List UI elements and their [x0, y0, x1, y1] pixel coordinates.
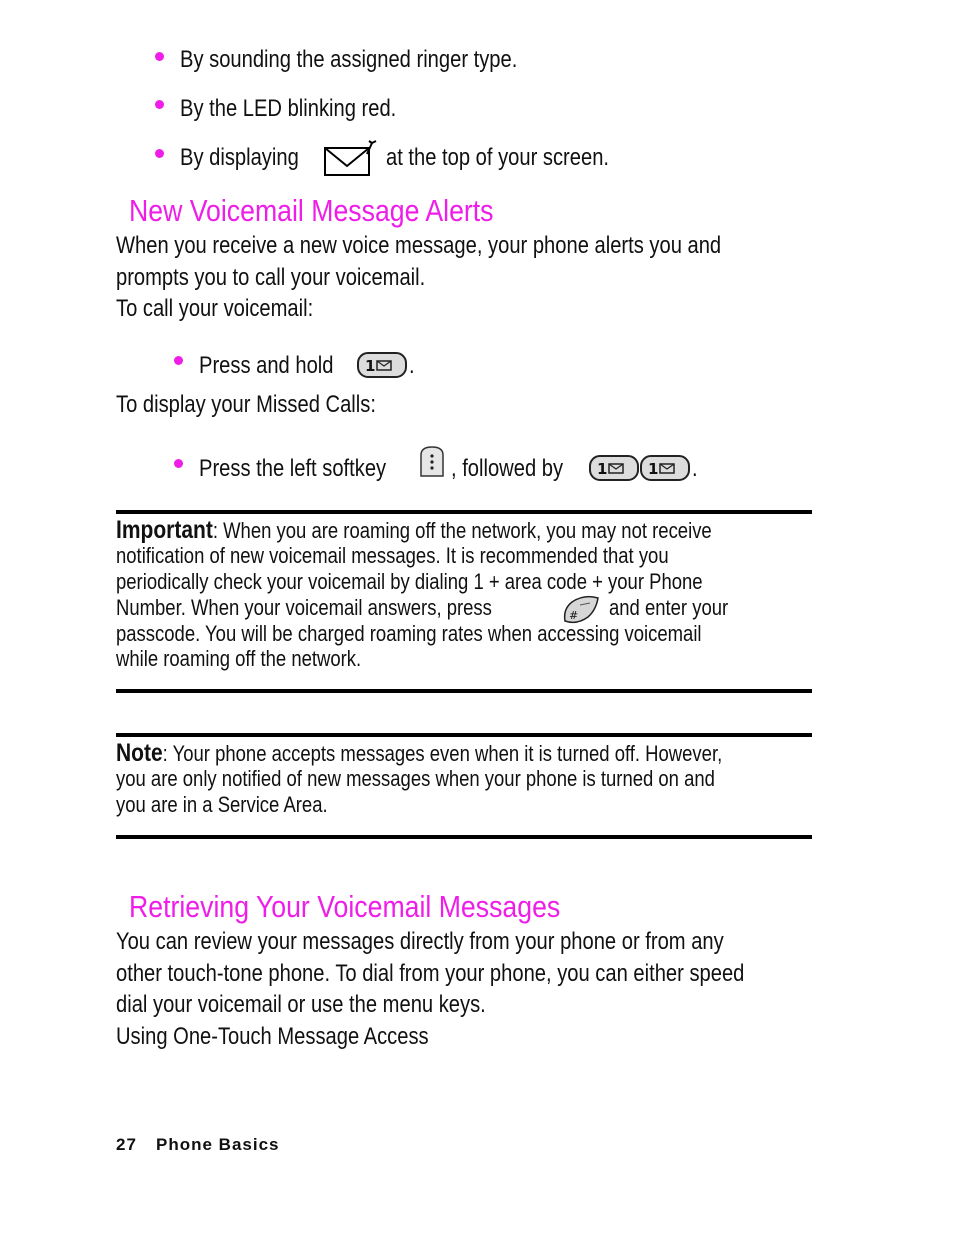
- divider: [116, 835, 812, 839]
- key-1-voicemail-icon: [640, 455, 692, 482]
- divider: [116, 510, 812, 514]
- key-1-voicemail-icon: [357, 352, 409, 379]
- important-line: periodically check your voicemail by dialing 1 + area code + your Phone: [116, 569, 703, 594]
- important-text: : When you are roaming off the network, you may not receive: [212, 518, 712, 543]
- section-heading-new-voicemail: New Voicemail Message Alerts: [129, 193, 494, 228]
- note-line-1: [116, 739, 723, 767]
- svg-text:#: #: [569, 609, 579, 622]
- bullet-dot: [155, 52, 164, 61]
- divider: [116, 733, 812, 737]
- bullet-dot: [155, 149, 164, 158]
- bullet-dot: [174, 459, 183, 468]
- important-line-1: [116, 516, 712, 544]
- bullet-display-after: at the top of your screen.: [386, 144, 610, 171]
- divider: [116, 689, 812, 693]
- paragraph-line: To display your Missed Calls:: [116, 391, 376, 418]
- bullet-ringer: By sounding the assigned ringer type.: [180, 46, 518, 73]
- paragraph-line: Using One-Touch Message Access: [116, 1023, 429, 1050]
- bullet-display-before: By displaying: [180, 144, 299, 171]
- note-line: you are in a Service Area.: [116, 792, 328, 817]
- bullet-followed-by: , followed by: [451, 455, 564, 482]
- key-1-voicemail-icon: [589, 455, 641, 482]
- bullet-dot: [155, 100, 164, 109]
- important-line: passcode. You will be charged roaming rates when accessing voicemail: [116, 621, 702, 646]
- paragraph-line: dial your voicemail or use the menu keys.: [116, 991, 486, 1018]
- paragraph-line: other touch-tone phone. To dial from your phone, you can either speed: [116, 960, 745, 987]
- svg-text:1: 1: [365, 357, 376, 375]
- important-label: Important: [116, 516, 213, 544]
- footer-section-name: Phone Basics: [156, 1135, 280, 1154]
- bullet-followed-end: .: [692, 455, 698, 482]
- page-number: 27: [116, 1135, 137, 1154]
- paragraph-line: prompts you to call your voicemail.: [116, 264, 426, 291]
- svg-text:1: 1: [597, 460, 608, 478]
- section-heading-retrieving: Retrieving Your Voicemail Messages: [129, 889, 561, 924]
- bullet-press-hold-end: .: [409, 352, 415, 379]
- paragraph-line: You can review your messages directly from your phone or from any: [116, 928, 724, 955]
- envelope-icon: [323, 140, 378, 178]
- paragraph-line: When you receive a new voice message, your phone alerts you and: [116, 232, 722, 259]
- bullet-led: By the LED blinking red.: [180, 95, 397, 122]
- note-text: : Your phone accepts messages even when it is turned off. However,: [162, 741, 723, 766]
- bullet-dot: [174, 356, 183, 365]
- left-softkey-icon: [418, 445, 446, 478]
- note-label: Note: [116, 739, 163, 767]
- bullet-left-softkey: Press the left softkey: [199, 455, 387, 482]
- bullet-press-hold: Press and hold: [199, 352, 334, 379]
- important-line: while roaming off the network.: [116, 646, 362, 671]
- important-line: notification of new voicemail messages. It is recommended that you: [116, 543, 669, 568]
- svg-text:1: 1: [648, 460, 659, 478]
- note-line: you are only notified of new messages when your phone is turned on and: [116, 766, 715, 791]
- paragraph-line: To call your voicemail:: [116, 295, 314, 322]
- important-line: Number. When your voicemail answers, press: [116, 595, 492, 620]
- important-line: and enter your: [609, 595, 729, 620]
